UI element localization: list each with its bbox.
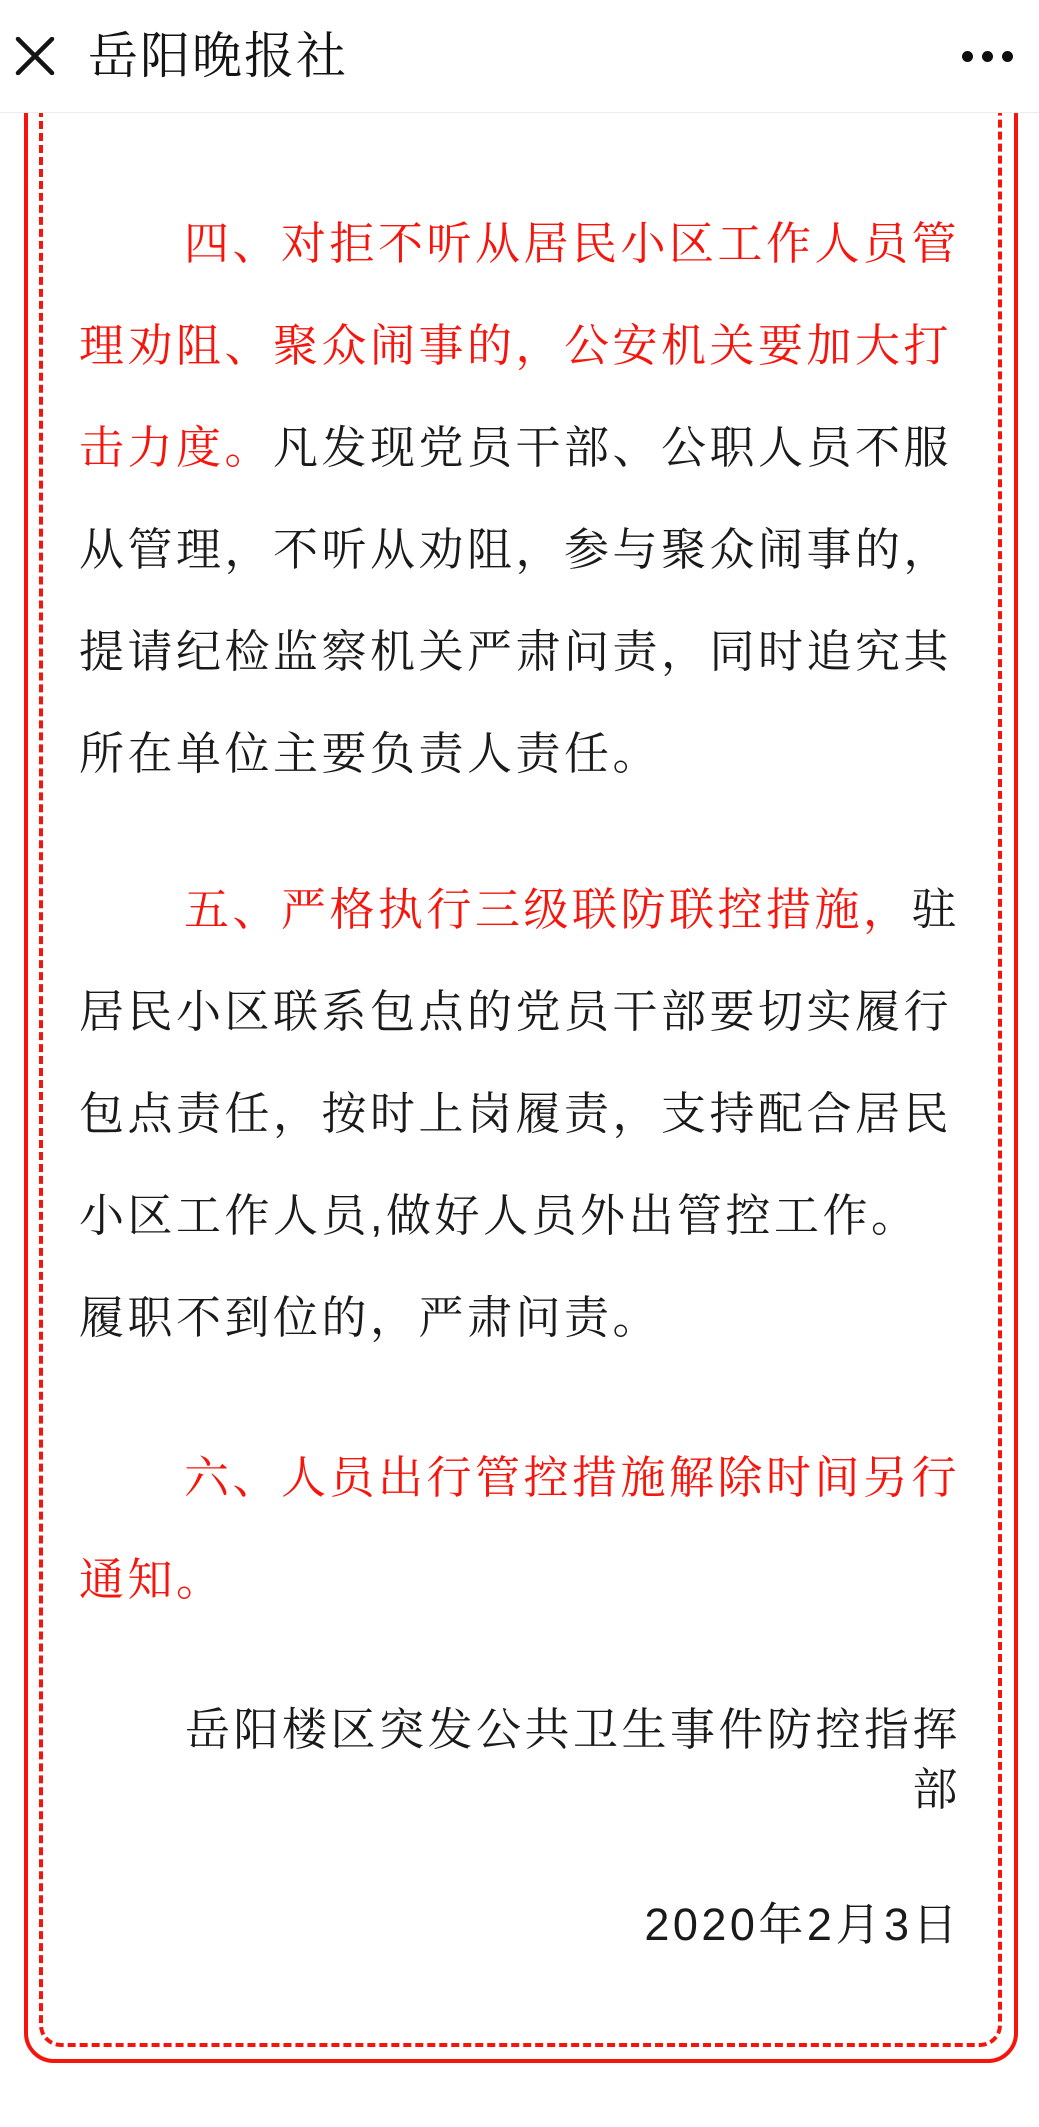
text-segment-red: 五、严格执行三级联防联控措施， [184, 884, 912, 935]
text-segment-black: 凡发现党员干部、公职人员不服从管理，不听从劝阻，参与聚众闹事的，提请纪检监察机关严肃问责，同时追究其所在单位主要负责人责任。 [79, 422, 953, 779]
page-title: 岳阳晚报社 [88, 28, 348, 84]
notice-body [79, 193, 961, 1955]
text-segment-black: 驻居民小区联系包点的党员干部要切实履行包点责任，按时上岗履责，支持配合居民小区工作人员,做好人员外出管控工作。履职不到位的，严肃问责。 [79, 884, 961, 1343]
paragraph [79, 1427, 961, 1631]
close-icon [15, 37, 55, 75]
notice-date: 2020年2月3日 [644, 1899, 961, 1950]
paragraph [79, 859, 961, 1369]
text-segment-red: 六、人员出行管控措施解除时间另行通知。 [79, 1452, 961, 1605]
ellipsis-icon [962, 51, 1013, 62]
text-segment-red: 四、对拒不听从居民小区工作人员管理劝阻、聚众闹事的，公安机关要加大打击力度。 [79, 218, 961, 473]
app-header [0, 0, 1039, 113]
more-menu-button[interactable] [962, 0, 1013, 112]
signature-line: 部 [912, 1764, 961, 1815]
notice-paragraphs [79, 193, 961, 1631]
close-button[interactable] [0, 0, 70, 112]
paragraph [79, 193, 961, 805]
signature-line: 岳阳楼区突发公共卫生事件防控指挥 [184, 1704, 961, 1755]
notice-document [0, 113, 1039, 2127]
signature-block [79, 1700, 961, 1820]
